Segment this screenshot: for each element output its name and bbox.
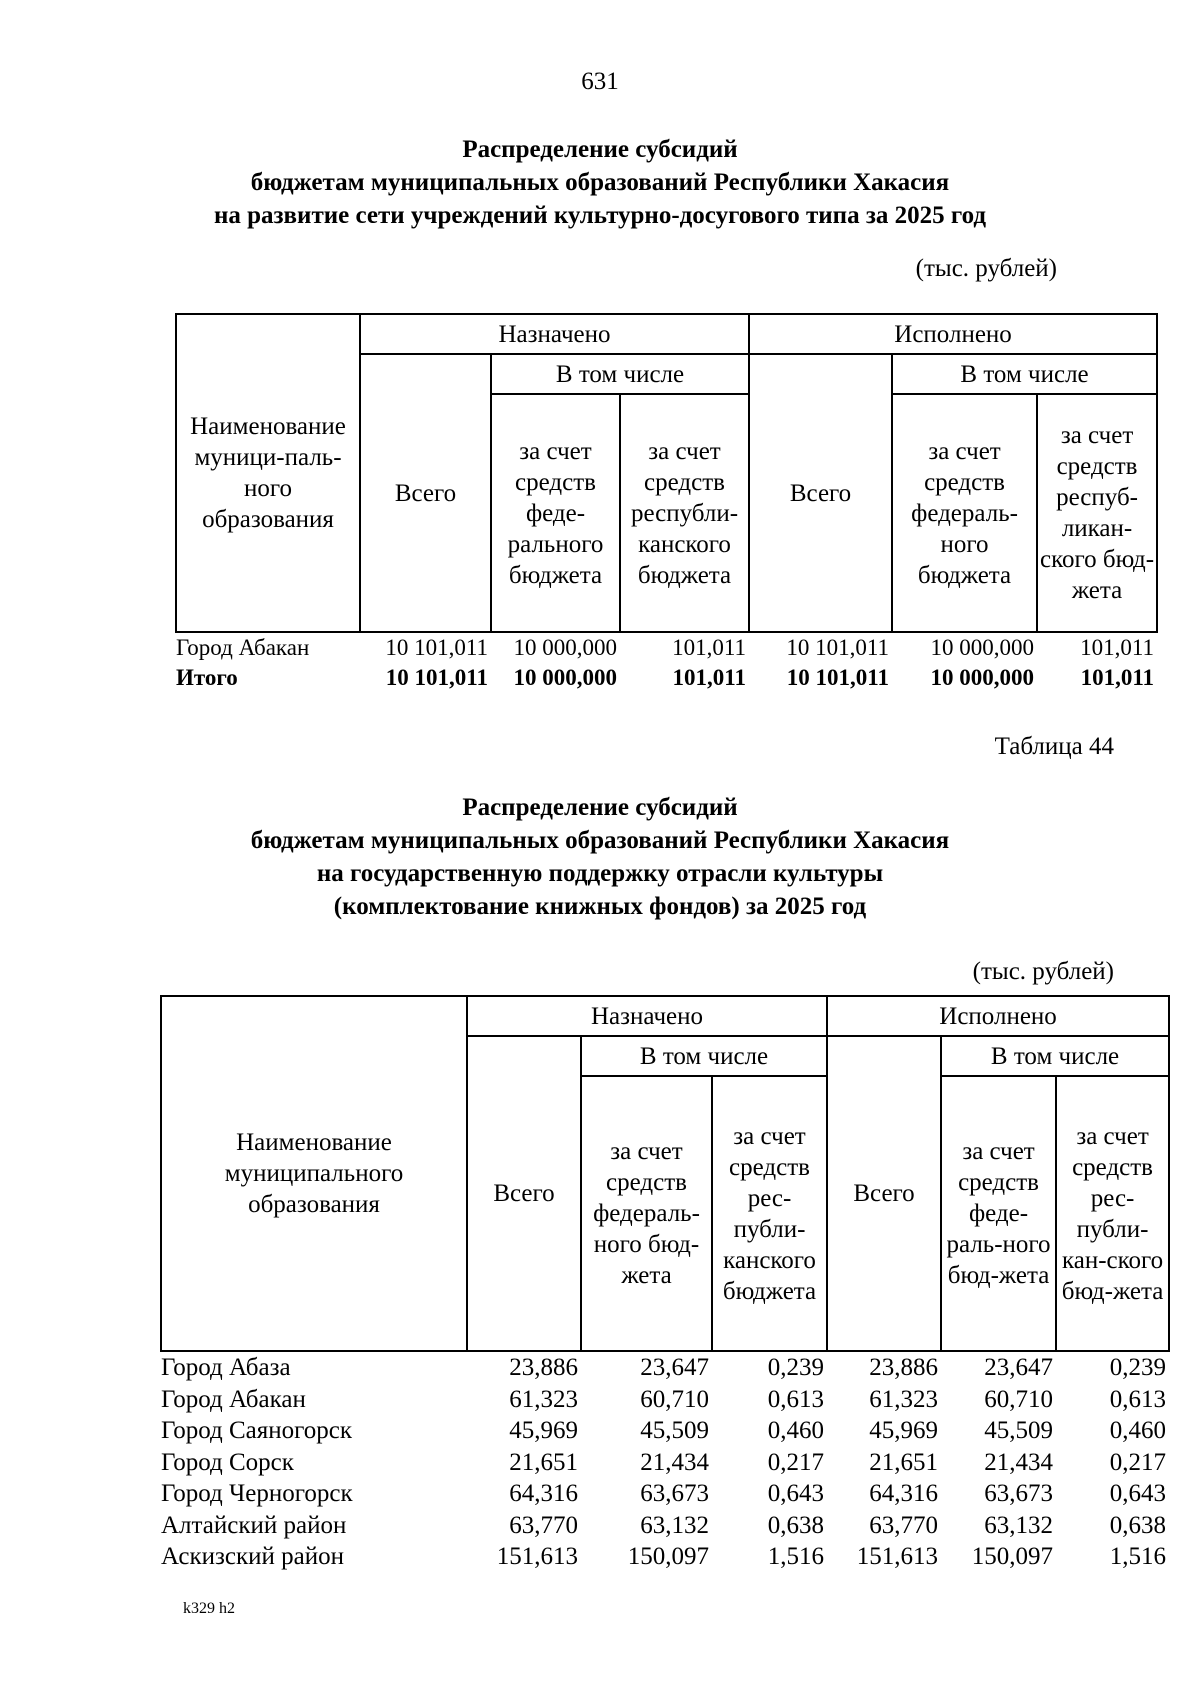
- table2-header-assigned: Назначено: [467, 996, 827, 1036]
- total-label: Итого: [176, 665, 238, 690]
- total-value: 10 000,000: [930, 665, 1035, 690]
- total-value: 101,011: [1080, 665, 1155, 690]
- cell-value: 150,097: [627, 1543, 709, 1570]
- table1-header-executed-including: В том числе: [892, 354, 1157, 394]
- cell-value: 21,434: [640, 1448, 709, 1476]
- table2-header-assigned-federal: за счет средств федераль-ного бюд-жета: [581, 1076, 712, 1351]
- cell-value: 45,969: [869, 1417, 939, 1444]
- table2-title-line: бюджетам муниципальных образований Республики Хакасия: [250, 827, 950, 854]
- table2-header-assigned-total: Всего: [467, 1036, 581, 1351]
- table1-header-executed-republic: за счет средств респуб-ликан-ского бюд-жета: [1037, 394, 1157, 632]
- row-name: Аскизский район: [161, 1543, 345, 1570]
- cell-value: 63,673: [984, 1480, 1054, 1507]
- cell-value: 21,434: [984, 1448, 1054, 1476]
- cell-value: 63,673: [640, 1480, 709, 1507]
- cell-value: 63,132: [984, 1511, 1054, 1539]
- cell-value: 0,643: [767, 1480, 825, 1507]
- cell-value: 63,770: [869, 1511, 939, 1539]
- table1-header-executed-total: Всего: [749, 354, 892, 632]
- cell-value: 10 101,011: [786, 635, 890, 660]
- row-name: Город Абаза: [161, 1354, 291, 1381]
- table1-header-assigned-federal: за счет средств феде-рального бюджета: [491, 394, 620, 632]
- table1-header-assigned-republic: за счет средств республи-канского бюджета: [620, 394, 749, 632]
- cell-value: 61,323: [509, 1385, 578, 1413]
- cell-value: 45,509: [984, 1417, 1054, 1444]
- table-row: [161, 1447, 1169, 1479]
- cell-value: 101,011: [672, 635, 747, 660]
- cell-value: 21,651: [509, 1448, 578, 1476]
- cell-value: 60,710: [984, 1385, 1054, 1413]
- row-name: Город Черногорск: [161, 1480, 353, 1507]
- table2: [160, 995, 1170, 1573]
- table2-title-line: на государственную поддержку отрасли культуры: [316, 860, 884, 887]
- table2-title: [0, 791, 1200, 923]
- table2-header-name: Наименование муниципального образования: [161, 996, 467, 1351]
- cell-value: 10 101,011: [385, 635, 488, 660]
- total-value: 10 000,000: [513, 665, 617, 690]
- table-row: [161, 1415, 1169, 1447]
- cell-value: 21,651: [869, 1448, 939, 1476]
- table1-units: (тыс. рублей): [915, 255, 1057, 282]
- cell-value: 10 000,000: [930, 635, 1035, 660]
- table1-header-executed-federal: за счет средств федераль-ного бюджета: [892, 394, 1037, 632]
- page-number: 631: [581, 68, 619, 95]
- cell-value: 61,323: [869, 1385, 939, 1413]
- table2-header-executed-including: В том числе: [941, 1036, 1169, 1076]
- row-name: Город Сорск: [161, 1448, 294, 1476]
- total-value: 10 101,011: [786, 665, 890, 690]
- table2-header-executed-total: Всего: [827, 1036, 941, 1351]
- cell-value: 60,710: [640, 1385, 709, 1413]
- cell-value: 0,638: [1109, 1511, 1167, 1539]
- table1-header-name: Наименование муници-паль-ного образования: [176, 314, 360, 632]
- table-row: [176, 632, 1157, 663]
- total-value: 101,011: [672, 665, 747, 690]
- cell-value: 64,316: [509, 1480, 578, 1507]
- cell-value: 63,132: [640, 1511, 709, 1539]
- table2-units: (тыс. рублей): [972, 958, 1114, 985]
- cell-value: 23,647: [640, 1354, 709, 1381]
- cell-value: 0,239: [767, 1354, 825, 1381]
- table-row: [161, 1510, 1169, 1542]
- table1-title-line: на развитие сети учреждений культурно-досугового типа за 2025 год: [213, 202, 987, 229]
- cell-value: 45,969: [509, 1417, 578, 1444]
- row-name: Алтайский район: [161, 1511, 347, 1539]
- total-value: 10 101,011: [385, 665, 488, 690]
- cell-value: 0,643: [1109, 1480, 1167, 1507]
- table1-header-executed: Исполнено: [749, 314, 1157, 354]
- table1-title: [0, 133, 1200, 232]
- cell-value: 151,613: [496, 1543, 578, 1570]
- cell-value: 0,613: [1109, 1385, 1167, 1413]
- table2-header-executed-federal: за счет средств феде-раль-ного бюд-жета: [941, 1076, 1056, 1351]
- table-row: [161, 1384, 1169, 1416]
- table1: [175, 313, 1158, 693]
- cell-value: 0,239: [1109, 1354, 1167, 1381]
- cell-value: 150,097: [971, 1543, 1054, 1570]
- table2-header-executed-republic: за счет средств рес-публи-кан-ского бюд-жета: [1056, 1076, 1169, 1351]
- cell-value: 0,460: [767, 1417, 825, 1444]
- cell-value: 23,886: [509, 1354, 578, 1381]
- table2-header-assigned-republic: за счет средств рес-публи-канского бюджета: [712, 1076, 827, 1351]
- cell-value: 63,770: [509, 1511, 578, 1539]
- table2-label: Таблица 44: [994, 733, 1114, 760]
- table2-header-assigned-including: В том числе: [581, 1036, 827, 1076]
- table1-header-assigned-total: Всего: [360, 354, 491, 632]
- cell-value: 1,516: [1109, 1543, 1167, 1570]
- table2-title-line: (комплектование книжных фондов) за 2025 год: [333, 893, 867, 920]
- cell-value: 0,217: [767, 1448, 825, 1476]
- table1-title-line: Распределение субсидий: [462, 136, 738, 163]
- table1-header-assigned: Назначено: [360, 314, 749, 354]
- row-name: Город Абакан: [176, 635, 310, 660]
- cell-value: 0,613: [767, 1385, 825, 1413]
- cell-value: 10 000,000: [513, 635, 617, 660]
- cell-value: 151,613: [856, 1543, 939, 1570]
- table2-header-executed: Исполнено: [827, 996, 1169, 1036]
- table-row: [161, 1478, 1169, 1510]
- cell-value: 0,460: [1109, 1417, 1167, 1444]
- cell-value: 64,316: [869, 1480, 939, 1507]
- footer-code: k329 h2: [183, 1600, 235, 1617]
- row-name: Город Саяногорск: [161, 1417, 353, 1444]
- row-name: Город Абакан: [161, 1385, 306, 1413]
- total-row: [176, 663, 1157, 693]
- table-row: [161, 1351, 1169, 1384]
- cell-value: 101,011: [1080, 635, 1155, 660]
- cell-value: 45,509: [640, 1417, 709, 1444]
- cell-value: 0,638: [767, 1511, 825, 1539]
- cell-value: 23,886: [869, 1354, 939, 1381]
- table2-title-line: Распределение субсидий: [462, 794, 738, 821]
- table1-header-assigned-including: В том числе: [491, 354, 749, 394]
- cell-value: 1,516: [767, 1543, 825, 1570]
- table-row: [161, 1541, 1169, 1573]
- table1-title-line: бюджетам муниципальных образований Республики Хакасия: [250, 169, 950, 196]
- cell-value: 23,647: [984, 1354, 1054, 1381]
- cell-value: 0,217: [1109, 1448, 1167, 1476]
